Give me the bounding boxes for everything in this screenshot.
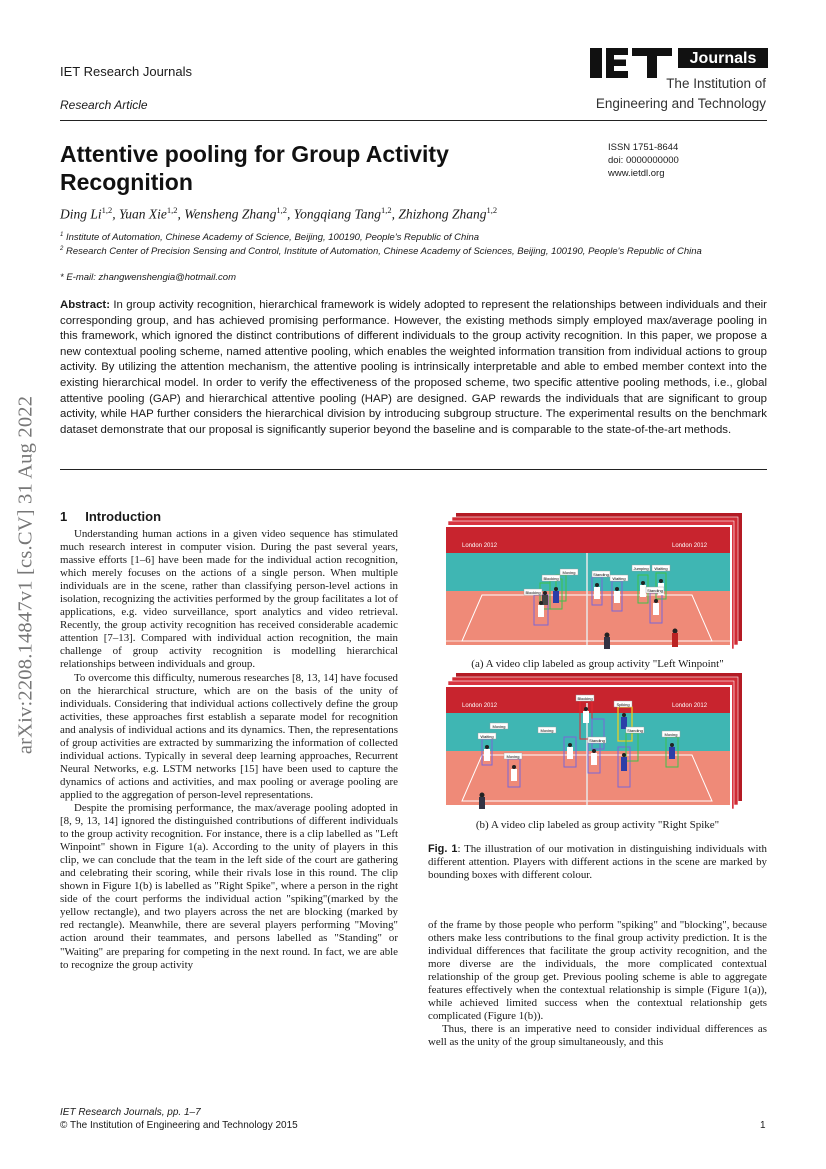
abstract-label: Abstract: [60, 299, 111, 311]
author: Wensheng Zhang [184, 206, 277, 222]
figure-1b-image [442, 673, 742, 821]
figure-1-caption [428, 843, 767, 883]
footer-copyright: © The Institution of Engineering and Technology 2015 [60, 1119, 298, 1131]
paper-title: Attentive pooling for Group Activity Recognition [60, 141, 449, 195]
journal-name: IET Research Journals [60, 64, 192, 79]
paragraph: of the frame by those people who perform "spiking" and "blocking", because others make less contributions to the final group activity prediction. It is the individual differences that facilitate the group activity recognition, and the more diverse are the individuals, the more complicated contextual relationship of the group get. Previous pooling scheme is able to aggregate features effectively when the contextual relationship is simple (Figure 1(a)), while achieved limited success when the contextual relationship gets complicated (Figure 1(b)). [428, 919, 767, 1023]
tag-b: Moving [664, 732, 678, 737]
section-number: 1 [60, 509, 68, 524]
author-list: Ding Li$^{1,2}$, Yuan Xie$^{1,2}$, Wensheng Zhang$^{1,2}$, Yongqiang Tang$^{1,2}$, Zhizhong Zhang$^{1,2}$ [60, 205, 498, 222]
header-rule [60, 120, 767, 121]
figure-label: Fig. 1 [428, 843, 458, 855]
tag-b: Spiking [616, 702, 630, 707]
right-column [428, 919, 767, 1049]
tag-b: Waiting [480, 734, 494, 739]
author: Zhizhong Zhang [398, 206, 487, 222]
figure-1b [442, 673, 742, 821]
left-column [60, 528, 398, 972]
footer [60, 1107, 298, 1132]
author-sup: 1,2 [276, 205, 288, 215]
email: * E-mail: zhangwenshengia@hotmail.com [60, 272, 236, 283]
abstract-rule [60, 469, 767, 470]
logo-line2: Engineering and Technology [595, 96, 766, 111]
affiliation-1: $^1$ Institute of Automation, Chinese Academy of Science, Beijing, 100190, People's Republic of China [60, 232, 480, 244]
tag-b: Standing [627, 728, 643, 733]
issn-block [608, 141, 679, 180]
tag-b: Moving [540, 728, 554, 733]
author-sup: 1,2 [166, 205, 178, 215]
doi: doi: 0000000000 [608, 155, 679, 166]
paragraph: Despite the promising performance, the max/average pooling adopted in [8, 9, 13, 14] ignored the distinguished contributions of different individuals to the group activity recognition. For instance, there is a clip labelled as "Left Winpoint" shown in Figure 1(a). According to the unity of players in this clip, we can conclude that the team in the left side of the court are gathering and celebrating their scoring, while their rivals lose in this round. The clip shown in Figure 1(b) is labelled as "Right Spike", where a person in the right side of the court performs the individual action "spiking"(marked by the yellow rectangle), and two players across the net are blocking (marked by red rectangle). Meanwhile, there are several players performing "Moving" action around their teammates, and persons labelled as "Standing" or "Waiting" are preparing for competing in the next round. In fact, we are able to recognize the group activity [60, 801, 398, 971]
author-sup: 1,2 [101, 205, 113, 215]
svg-text:London 2012: London 2012 [672, 703, 708, 709]
page-number: 1 [760, 1120, 766, 1131]
section-heading [60, 509, 161, 524]
figure-caption-text: : The illustration of our motivation in distinguishing individuals with different attention. Players with different actions in the scene are marked by bounding boxes with different colour. [428, 843, 767, 882]
arxiv-stamp [6, 330, 46, 820]
figure-1b-caption: (b) A video clip labeled as group activity "Right Spike" [475, 819, 720, 831]
tag-a: Jumping [633, 566, 649, 571]
tag-a: Blocking [525, 590, 541, 595]
tag-b: Blocking [577, 696, 593, 701]
abstract [60, 298, 767, 438]
tag-a: Standing [593, 572, 609, 577]
abstract-text: In group activity recognition, hierarchical framework is widely adopted to represent the relationships between individuals and their corresponding group, and has achieved promising performance. However, the existing methods simply employed max/average pooling in this framework, which ignored the distinct contributions of different individuals to the group activity recognition. In this paper, we propose a new contextual pooling scheme, named attentive pooling, which enables the weighted information transition from individual actions to group activity. By utilizing the attention mechanism, the attentive pooling is intrinsically interpretable and able to embed member context into the existing hierarchical model. In order to verify the effectiveness of the proposed scheme, two specific attentive pooling methods, i.e., global attentive pooling (GAP) and hierarchical attentive pooling (HAP) are designed. GAP rewards the individuals that are significant to group activity, while HAP further considers the hierarchical division by introducing subgroup structure. The experimental results on the benchmark dataset demonstrate that our proposal is significantly superior beyond the baseline and is comparable to the state-of-the-art methods. [60, 299, 767, 436]
logo-badge: Journals [689, 50, 757, 67]
paragraph: To overcome this difficulty, numerous researches [8, 13, 14] have focused on the hierarchical structure, which are on the basis of the unity of individuals. Considering that individual actions collectively define the group activities, these approaches first establish a separate model for recognition and analysis of individual actions and its dynamics. Then, the representations of group activities are extracted by summarizing the information of collected individual actions. Typically in several deep learning approaches, Recurrent Neural Networks, e.g. LSTM networks [15] have been used to capture the dynamics of actions and activities, and max pooling or average pooling are applied to the aggregation of person-level representations. [60, 671, 398, 801]
svg-text:London 2012: London 2012 [462, 703, 498, 709]
affiliation-2: $^2$ Research Center of Precision Sensing and Control, Institute of Automation, Chinese Academy of Sciences, Beijing, 100190, People's Republic of China [60, 246, 702, 258]
tag-b: Standing [589, 738, 605, 743]
figure-1a-caption: (a) A video clip labeled as group activity "Left Winpoint" [471, 658, 724, 670]
author-sup: 1,2 [486, 205, 498, 215]
issn: ISSN 1751-8644 [608, 142, 679, 153]
author: Yongqiang Tang [293, 206, 381, 222]
author: Yuan Xie [119, 206, 167, 222]
article-type: Research Article [60, 98, 148, 112]
tag-a: Waiting [654, 566, 668, 571]
author-sup: 1,2 [380, 205, 392, 215]
tag-a: Waiting [612, 576, 626, 581]
figure-1a [442, 513, 742, 661]
tag-a: Moving [562, 570, 576, 575]
website: www.ietdl.org [608, 168, 665, 179]
logo-line1: The Institution of [666, 76, 766, 91]
paragraph: Thus, there is an imperative need to consider individual differences as well as the unity of the group simultaneously, and this [428, 1023, 767, 1049]
tag-b: Moving [506, 754, 520, 759]
affiliation-2-text: Research Center of Precision Sensing and Control, Institute of Automation, Chinese Academy of Sciences, Beijing, 100190, People's Republic of China [65, 246, 702, 258]
figure-1a-image [442, 513, 742, 661]
footer-journal: IET Research Journals, pp. 1–7 [60, 1107, 201, 1118]
author: Ding Li [60, 206, 102, 222]
iet-logo [588, 46, 768, 114]
section-title: Introduction [85, 509, 162, 524]
svg-text:London 2012: London 2012 [462, 543, 498, 549]
paragraph: Understanding human actions in a given video sequence has stimulated much research interest in computer vision. During the past several years, massive efforts [1–6] have been made for the individual action recognition, which merely focuses on the actions of a single person. When multiple individuals are in the scene, rather than classifying person-level actions in isolation, recognizing the activities performed by the group facilitates a lot of applications, e.g. video surveillance, sport analytics and video retrieval. Recently, the group activity recognition has received considerable academic attention [7–13]. Compared with individual action recognition, the main challenge of group activity recognition is modelling hierarchical relationships between individuals and group. [60, 528, 398, 671]
tag-a: Blocking [543, 576, 559, 581]
affiliation-1-text: Institute of Automation, Chinese Academy of Science, Beijing, 100190, People's Republic of China [65, 232, 480, 244]
arxiv-id: arXiv:2208.14847v1 [cs.CV] 31 Aug 2022 [14, 395, 37, 755]
svg-text:London 2012: London 2012 [672, 543, 708, 549]
tag-b: Moving [492, 724, 506, 729]
tag-a: Standing [647, 588, 663, 593]
